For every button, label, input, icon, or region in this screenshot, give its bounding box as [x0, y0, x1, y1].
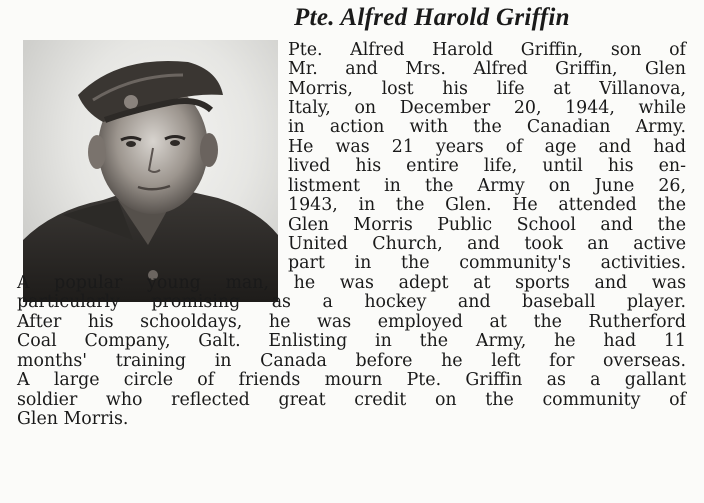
body-line: particularly promising as a hockey and baseball player. [17, 292, 686, 312]
body-line: soldier who reflected great credit on the community of [17, 390, 686, 410]
body-line: United Church, and took an active [288, 234, 686, 254]
body-line: part in the community's activities. [288, 253, 686, 273]
body-line: He was 21 years of age and had [288, 137, 686, 157]
body-line: Pte. Alfred Harold Griffin, son of [288, 40, 686, 60]
body-line: Italy, on December 20, 1944, while [288, 98, 686, 118]
body-line: Mr. and Mrs. Alfred Griffin, Glen [288, 59, 686, 79]
body-line: Glen Morris Public School and the [288, 215, 686, 235]
body-line: Morris, lost his life at Villanova, [288, 79, 686, 99]
obituary-title: Pte. Alfred Harold Griffin [294, 4, 570, 31]
soldier-portrait-photo [23, 40, 278, 302]
body-line: A popular young man, he was adept at sports and was [17, 273, 686, 293]
body-line: lived his entire life, until his en- [288, 156, 686, 176]
body-line: 1943, in the Glen. He attended the [288, 195, 686, 215]
body-line: in action with the Canadian Army. [288, 117, 686, 137]
body-line: listment in the Army on June 26, [288, 176, 686, 196]
body-line-last: Glen Morris. [17, 409, 129, 429]
body-line: Coal Company, Galt. Enlisting in the Army, he had 11 [17, 331, 686, 351]
body-line: After his schooldays, he was employed at the Rutherford [17, 312, 686, 332]
body-line: months' training in Canada before he left for overseas. [17, 351, 686, 371]
body-line: A large circle of friends mourn Pte. Griffin as a gallant [17, 370, 686, 390]
